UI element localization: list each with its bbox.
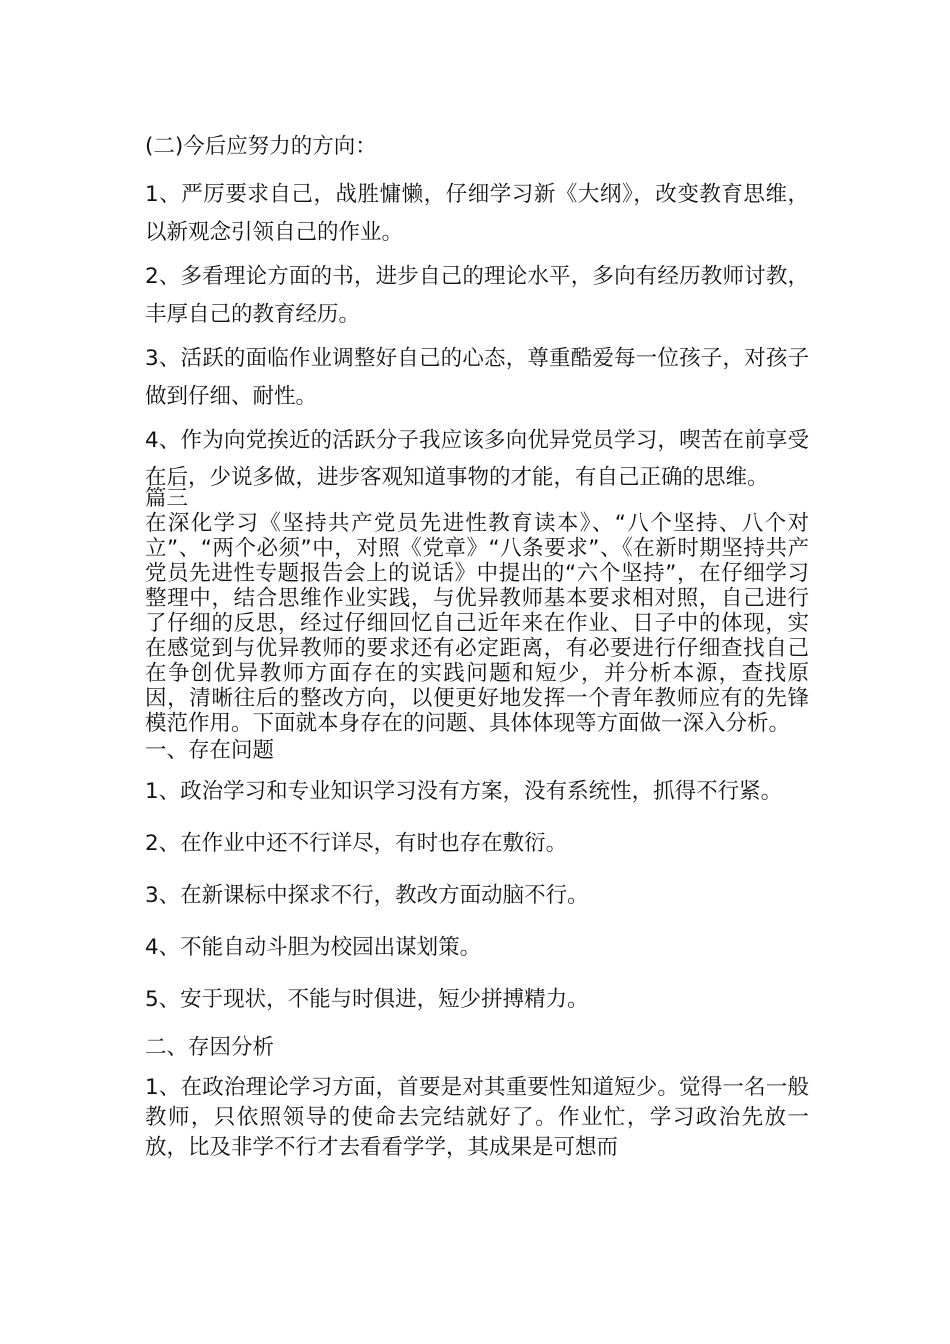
direction-item-2: 2、多看理论方面的书，进步自己的理论水平，多向有经历教师讨教，丰厚自己的教育经历。	[145, 264, 809, 327]
problem-item-1: 1、政治学习和专业知识学习没有方案，没有系统性，抓得不行紧。	[145, 779, 783, 804]
problem-item-3: 3、在新课标中探求不行，教改方面动脑不行。	[145, 883, 589, 908]
causes-heading: 二、存因分析	[145, 1035, 275, 1060]
problems-heading: 一、存在问题	[145, 738, 275, 763]
problem-item-4: 4、不能自动斗胆为校园出谋划策。	[145, 935, 482, 960]
direction-item-3: 3、活跃的面临作业调整好自己的心态，尊重酷爱每一位孩子，对孩子做到仔细、耐性。	[145, 346, 809, 409]
problem-item-2: 2、在作业中还不行详尽，有时也存在敷衍。	[145, 831, 568, 856]
direction-heading: (二)今后应努力的方向：	[145, 134, 377, 159]
cause-item-1: 1、在政治理论学习方面，首要是对其重要性知道短少。觉得一名一般教师，只依照领导的使命去完结就好了。作业忙，学习政治先放一放，比及非学不行才去看看学学，其成果是可想而	[145, 1075, 809, 1160]
direction-item-1: 1、严厉要求自己，战胜慵懒，仔细学习新《大纲》，改变教育思维，以新观念引领自己的作业。	[145, 182, 809, 245]
section-title: 篇三	[145, 486, 189, 511]
intro-paragraph: 在深化学习《坚持共产党员先进性教育读本》、“八个坚持、八个对立”、“两个必须”中，对照《党章》“八条要求”、《在新时期坚持共产党员先进性专题报告会上的说话》中提出的“六个坚持”，在仔细学习整理中，结合思维作业实践，与优异教师基本要求相对照，自己进行了仔细的反思，经过仔细回忆自己近年来在作业、日子中的体现，实在感觉到与优异教师的要求还有必定距离，有必要进行仔细查找自己在争创优异教师方面存在的实践问题和短少，并分析本源，查找原因，清晰往后的整改方向，以便更好地发挥一个青年教师应有的先锋模范作用。下面就本身存在的问题、具体体现等方面做一深入分析。	[145, 511, 809, 736]
direction-item-4: 4、作为向党挨近的活跃分子我应该多向优异党员学习，喫苦在前享受在后，少说多做，进步客观知道事物的才能，有自己正确的思维。	[145, 428, 809, 490]
document-page	[145, 128, 809, 1163]
problem-item-5: 5、安于现状，不能与时俱进，短少拼搏精力。	[145, 987, 589, 1012]
